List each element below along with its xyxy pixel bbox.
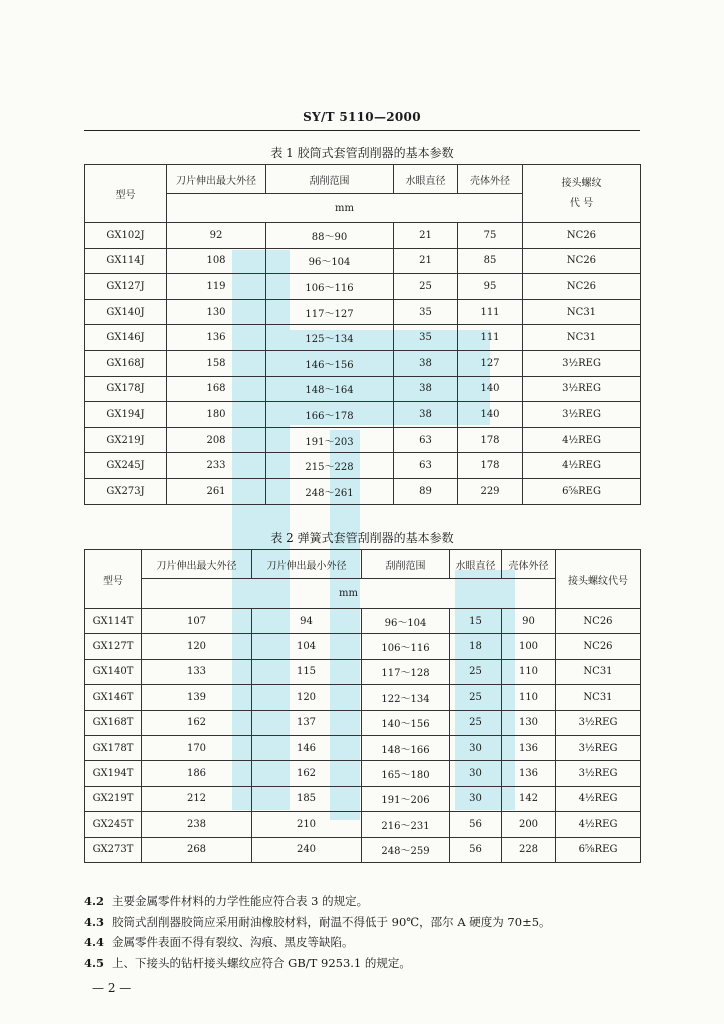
table1-row bbox=[85, 402, 641, 428]
clause bbox=[84, 912, 551, 933]
table1 bbox=[84, 164, 641, 505]
clause-text: 主要金属零件材料的力学性能应符合表 3 的规定。 bbox=[112, 894, 369, 908]
table1-cell: 25 bbox=[394, 274, 458, 300]
table1-cell: GX146J bbox=[85, 325, 167, 351]
table2-cell: 18 bbox=[450, 634, 502, 659]
table1-row bbox=[85, 223, 641, 249]
table2-cell: 6⅝REG bbox=[556, 837, 641, 862]
table1-cell: GX168J bbox=[85, 350, 167, 376]
table1-cell: GX245J bbox=[85, 453, 167, 479]
table2-header-shell: 壳体外径 bbox=[502, 550, 556, 579]
table2-cell: 56 bbox=[450, 837, 502, 862]
table2-cell: 15 bbox=[450, 609, 502, 634]
table2-cell: GX127T bbox=[85, 634, 142, 659]
table1-cell: 96～104 bbox=[266, 248, 394, 274]
table2-cell: 104 bbox=[252, 634, 362, 659]
table2-cell: 148～166 bbox=[362, 735, 450, 760]
table1-cell: 148～164 bbox=[266, 376, 394, 402]
table1-cell: 63 bbox=[394, 453, 458, 479]
table1-row bbox=[85, 274, 641, 300]
table1-cell: 21 bbox=[394, 223, 458, 249]
table1-cell: 38 bbox=[394, 402, 458, 428]
table1-cell: 95 bbox=[458, 274, 523, 300]
table2-cell: 3½REG bbox=[556, 761, 641, 786]
table2-cell: 146 bbox=[252, 735, 362, 760]
table2-cell: 3½REG bbox=[556, 735, 641, 760]
table2-cell: 142 bbox=[502, 786, 556, 811]
table1-cell: 248～261 bbox=[266, 478, 394, 504]
table2-cell: 96～104 bbox=[362, 609, 450, 634]
table2-cell: 130 bbox=[502, 710, 556, 735]
table1-cell: 21 bbox=[394, 248, 458, 274]
table2-header-blade-max: 刀片伸出最大外径 bbox=[142, 550, 252, 579]
table1-cell: 166～178 bbox=[266, 402, 394, 428]
table2-cell: 210 bbox=[252, 812, 362, 837]
clauses bbox=[84, 891, 551, 973]
table2-cell: 117～128 bbox=[362, 659, 450, 684]
table2-row bbox=[85, 609, 641, 634]
table1-cell: NC26 bbox=[523, 274, 641, 300]
table1-cell: 233 bbox=[167, 453, 266, 479]
table1-header-shell: 壳体外径 bbox=[458, 165, 523, 194]
table2-cell: 120 bbox=[252, 685, 362, 710]
table2-cell: 110 bbox=[502, 685, 556, 710]
table1-cell: 191～203 bbox=[266, 427, 394, 453]
table2-cell: 110 bbox=[502, 659, 556, 684]
table1-cell: GX102J bbox=[85, 223, 167, 249]
table1-cell: GX273J bbox=[85, 478, 167, 504]
table2-caption: 表 2 弹簧式套管刮削器的基本参数 bbox=[270, 531, 454, 545]
table1-row bbox=[85, 453, 641, 479]
table2-cell: 268 bbox=[142, 837, 252, 862]
table2-cell: 120 bbox=[142, 634, 252, 659]
table1-unit: mm bbox=[167, 194, 523, 223]
table1-cell: 3½REG bbox=[523, 350, 641, 376]
clause bbox=[84, 932, 551, 953]
table1-header-blade: 刀片伸出最大外径 bbox=[167, 165, 266, 194]
table2-cell: GX178T bbox=[85, 735, 142, 760]
table2-row bbox=[85, 659, 641, 684]
table2-cell: 30 bbox=[450, 735, 502, 760]
table1-cell: 35 bbox=[394, 299, 458, 325]
table1-row bbox=[85, 325, 641, 351]
table2-row bbox=[85, 735, 641, 760]
table1-cell: 92 bbox=[167, 223, 266, 249]
table1-cell: 136 bbox=[167, 325, 266, 351]
table2-cell: 165～180 bbox=[362, 761, 450, 786]
clause-number: 4.5 bbox=[84, 955, 105, 970]
table2 bbox=[84, 549, 641, 863]
table1-cell: 4½REG bbox=[523, 453, 641, 479]
table1-cell: 111 bbox=[458, 299, 523, 325]
table1-cell: GX219J bbox=[85, 427, 167, 453]
table1-cell: GX114J bbox=[85, 248, 167, 274]
table2-cell: 106～116 bbox=[362, 634, 450, 659]
table1-cell: NC26 bbox=[523, 223, 641, 249]
table1-cell: 106～116 bbox=[266, 274, 394, 300]
table1-cell: 75 bbox=[458, 223, 523, 249]
header-rule bbox=[84, 130, 640, 131]
table2-cell: 140～156 bbox=[362, 710, 450, 735]
table2-header-water: 水眼直径 bbox=[450, 550, 502, 579]
table2-cell: 136 bbox=[502, 761, 556, 786]
table2-cell: 94 bbox=[252, 609, 362, 634]
table1-cell: GX127J bbox=[85, 274, 167, 300]
table1-header-model: 型号 bbox=[85, 165, 167, 223]
table1-row bbox=[85, 248, 641, 274]
table2-cell: 240 bbox=[252, 837, 362, 862]
clause-text: 胶筒式刮削器胶筒应采用耐油橡胶材料，耐温不得低于 90℃，邵尔 A 硬度为 70±5。 bbox=[112, 914, 551, 929]
table2-row bbox=[85, 685, 641, 710]
table2-header-blade-min: 刀片伸出最小外径 bbox=[252, 550, 362, 579]
clause bbox=[84, 953, 551, 974]
table1-cell: 127 bbox=[458, 350, 523, 376]
table2-cell: GX219T bbox=[85, 786, 142, 811]
table2-cell: 107 bbox=[142, 609, 252, 634]
table2-cell: GX140T bbox=[85, 659, 142, 684]
table1-cell: 208 bbox=[167, 427, 266, 453]
table2-cell: 216～231 bbox=[362, 812, 450, 837]
table1-row bbox=[85, 376, 641, 402]
table2-cell: 162 bbox=[252, 761, 362, 786]
table2-cell: GX273T bbox=[85, 837, 142, 862]
table1-cell: 140 bbox=[458, 376, 523, 402]
table1-header-water: 水眼直径 bbox=[394, 165, 458, 194]
table1-cell: 38 bbox=[394, 376, 458, 402]
clause-number: 4.4 bbox=[84, 935, 105, 949]
table1-cell: GX140J bbox=[85, 299, 167, 325]
table2-cell: 136 bbox=[502, 735, 556, 760]
table2-cell: 162 bbox=[142, 710, 252, 735]
table1-cell: 146～156 bbox=[266, 350, 394, 376]
table1-cell: 168 bbox=[167, 376, 266, 402]
table2-cell: GX245T bbox=[85, 812, 142, 837]
table1-header-range: 刮削范围 bbox=[266, 165, 394, 194]
table1-cell: 178 bbox=[458, 427, 523, 453]
table2-cell: NC31 bbox=[556, 659, 641, 684]
table2-cell: 122～134 bbox=[362, 685, 450, 710]
table2-cell: 4½REG bbox=[556, 812, 641, 837]
table1-cell: 4½REG bbox=[523, 427, 641, 453]
table2-row bbox=[85, 634, 641, 659]
table2-cell: NC31 bbox=[556, 685, 641, 710]
table1-cell: 108 bbox=[167, 248, 266, 274]
table1-cell: 117～127 bbox=[266, 299, 394, 325]
table1-cell: 89 bbox=[394, 478, 458, 504]
table2-cell: 170 bbox=[142, 735, 252, 760]
table2-header-thread: 接头螺纹代号 bbox=[556, 550, 641, 609]
table2-cell: GX194T bbox=[85, 761, 142, 786]
table2-cell: NC26 bbox=[556, 609, 641, 634]
table2-cell: 191～206 bbox=[362, 786, 450, 811]
table2-cell: 186 bbox=[142, 761, 252, 786]
table2-row bbox=[85, 710, 641, 735]
table2-cell: NC26 bbox=[556, 634, 641, 659]
table1-row bbox=[85, 478, 641, 504]
table2-row bbox=[85, 761, 641, 786]
table1-row bbox=[85, 299, 641, 325]
table2-header-range: 刮削范围 bbox=[362, 550, 450, 579]
table1-cell: NC31 bbox=[523, 299, 641, 325]
table2-cell: 25 bbox=[450, 685, 502, 710]
clause-text: 上、下接头的钻杆接头螺纹应符合 GB/T 9253.1 的规定。 bbox=[112, 955, 411, 970]
table1-caption: 表 1 胶筒式套管刮削器的基本参数 bbox=[270, 146, 454, 160]
table2-cell: GX114T bbox=[85, 609, 142, 634]
table2-cell: 133 bbox=[142, 659, 252, 684]
table1-cell: 125～134 bbox=[266, 325, 394, 351]
table2-row bbox=[85, 837, 641, 862]
table1-cell: 119 bbox=[167, 274, 266, 300]
table1-cell: 215～228 bbox=[266, 453, 394, 479]
clause-number: 4.2 bbox=[84, 894, 105, 908]
table2-cell: 139 bbox=[142, 685, 252, 710]
table2-cell: 100 bbox=[502, 634, 556, 659]
table2-cell: 56 bbox=[450, 812, 502, 837]
table1-cell: 6⅝REG bbox=[523, 478, 641, 504]
table1-cell: GX194J bbox=[85, 402, 167, 428]
table2-cell: 3½REG bbox=[556, 710, 641, 735]
table1-cell: 111 bbox=[458, 325, 523, 351]
table1-cell: GX178J bbox=[85, 376, 167, 402]
table1-cell: NC26 bbox=[523, 248, 641, 274]
table1-cell: 85 bbox=[458, 248, 523, 274]
table2-row bbox=[85, 812, 641, 837]
table2-cell: 185 bbox=[252, 786, 362, 811]
table2-cell: 30 bbox=[450, 761, 502, 786]
table2-cell: 238 bbox=[142, 812, 252, 837]
table1-cell: 63 bbox=[394, 427, 458, 453]
table2-cell: 25 bbox=[450, 710, 502, 735]
table2-row bbox=[85, 786, 641, 811]
table2-cell: 30 bbox=[450, 786, 502, 811]
table1-cell: 3½REG bbox=[523, 402, 641, 428]
document-code: SY/T 5110—2000 bbox=[303, 110, 421, 124]
table2-cell: GX168T bbox=[85, 710, 142, 735]
table2-cell: 228 bbox=[502, 837, 556, 862]
table1-cell: 261 bbox=[167, 478, 266, 504]
table1-cell: 130 bbox=[167, 299, 266, 325]
table2-cell: 115 bbox=[252, 659, 362, 684]
table1-cell: 35 bbox=[394, 325, 458, 351]
table2-unit: mm bbox=[142, 579, 556, 609]
table2-cell: 25 bbox=[450, 659, 502, 684]
table1-cell: 180 bbox=[167, 402, 266, 428]
table2-cell: 248～259 bbox=[362, 837, 450, 862]
table2-cell: 4½REG bbox=[556, 786, 641, 811]
table1-cell: 140 bbox=[458, 402, 523, 428]
table1-cell: 229 bbox=[458, 478, 523, 504]
clause bbox=[84, 891, 551, 912]
clause-text: 金属零件表面不得有裂纹、沟痕、黑皮等缺陷。 bbox=[112, 935, 354, 949]
table1-header-thread: 接头螺纹 代 号 bbox=[523, 165, 641, 223]
table1-row bbox=[85, 427, 641, 453]
table1-cell: 38 bbox=[394, 350, 458, 376]
table1-cell: 158 bbox=[167, 350, 266, 376]
table2-cell: 200 bbox=[502, 812, 556, 837]
table1-cell: 3½REG bbox=[523, 376, 641, 402]
table1-cell: 178 bbox=[458, 453, 523, 479]
page-number: — 2 — bbox=[92, 981, 132, 995]
table1-cell: 88～90 bbox=[266, 223, 394, 249]
table2-header-model: 型号 bbox=[85, 550, 142, 609]
table2-cell: 137 bbox=[252, 710, 362, 735]
table2-cell: 212 bbox=[142, 786, 252, 811]
table1-row bbox=[85, 350, 641, 376]
table2-cell: 90 bbox=[502, 609, 556, 634]
clause-number: 4.3 bbox=[84, 914, 105, 929]
table1-cell: NC31 bbox=[523, 325, 641, 351]
table2-cell: GX146T bbox=[85, 685, 142, 710]
